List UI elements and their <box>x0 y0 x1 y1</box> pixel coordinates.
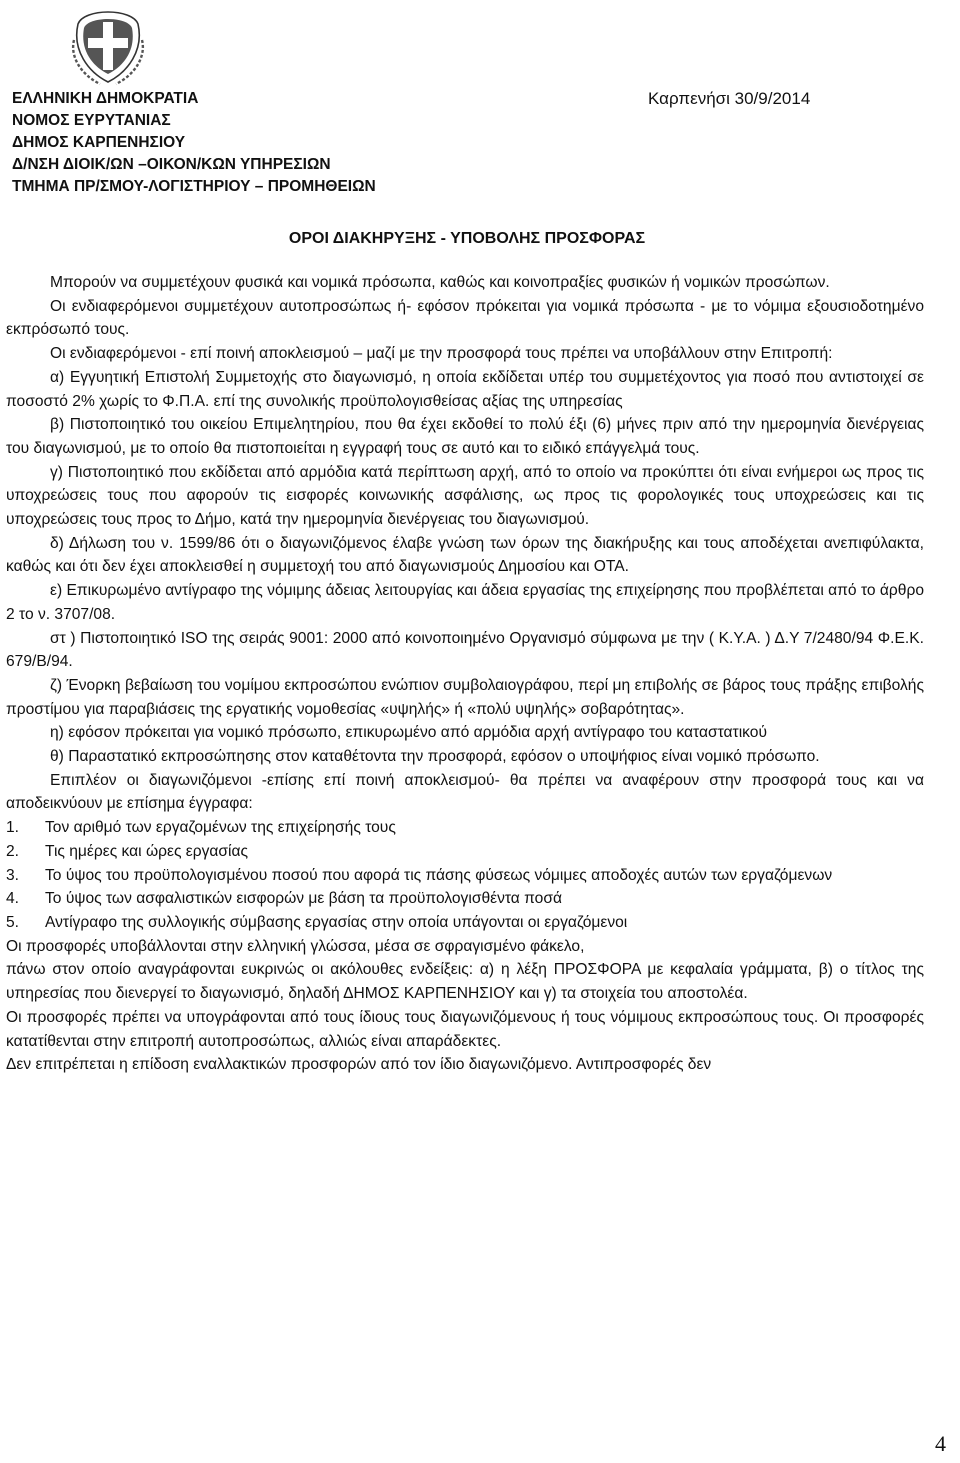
list-item <box>6 816 924 840</box>
list-number: 1. <box>6 819 20 837</box>
paragraph: Δεν επιτρέπεται η επίδοση εναλλακτικών προσφορών από τον ίδιο διαγωνιζόμενο. Αντιπροσφορές δεν <box>6 1056 712 1074</box>
list-number: 3. <box>6 866 20 884</box>
page-number: 4 <box>935 1431 946 1456</box>
document-title: ΟΡΟΙ ΔΙΑΚΗΡΥΞΗΣ - ΥΠΟΒΟΛΗΣ ΠΡΟΣΦΟΡΑΣ <box>288 230 646 247</box>
paragraph: Οι προσφορές υποβάλλονται στην ελληνική γλώσσα, μέσα σε σφραγισμένο φάκελο, <box>6 937 585 955</box>
document-date: Καρπενήσι 30/9/2014 <box>648 89 811 108</box>
greek-coat-of-arms-icon <box>70 0 146 86</box>
list-item <box>6 911 924 935</box>
paragraph: Επιπλέον οι διαγωνιζόμενοι -επίσης επί ποινή αποκλεισμού- θα πρέπει να αναφέρουν στην προσφορά τους και να αποδεικνύουν με επίσημα έγγραφα: <box>6 771 924 813</box>
requirement-item: γ) Πιστοποιητικό που εκδίδεται από αρμόδια κατά περίπτωση αρχή, από το οποίο να προκύπτει ότι είναι ενήμεροι ως προς τις υποχρεώσεις τους που αφορούν τις εισφορές κοινωνικής ασφάλισης, ως προς τις φορολογικές τους υποχρεώσεις και τις υποχρεώσεις τους προς το Δήμο, κατά την ημερομηνία διενέργειας του διαγωνισμού. <box>6 463 924 529</box>
requirement-item: β) Πιστοποιητικό του οικείου Επιμελητηρίου, που θα έχει εκδοθεί το πολύ έξι (6) μήνες πριν από την ημερομηνία διενέργειας του διαγωνισμού, με το οποίο θα πιστοποιείται η εγγραφή τους σε αυτό και το ειδικό επάγγελμά τους. <box>6 416 924 457</box>
list-text: Αντίγραφο της συλλογικής σύμβασης εργασίας στην οποία υπάγονται οι εργαζόμενοι <box>45 913 628 931</box>
header-line: ΤΜΗΜΑ ΠΡ/ΣΜΟΥ-ΛΟΓΙΣΤΗΡΙΟΥ – ΠΡΟΜΗΘΕΙΩΝ <box>12 178 376 195</box>
requirement-item: στ ) Πιστοποιητικό ISO της σειράς 9001: 2000 από κοινοποιημένο Οργανισμό σύμφωνα με την ( Κ.Υ.Α. ) Δ.Υ 7/2480/94 Φ.Ε.Κ. 679/Β/94. <box>6 629 924 671</box>
paragraph: Οι προσφορές πρέπει να υπογράφονται από τους ίδιους τους διαγωνιζόμενους ή τους νόμιμους εκπροσώπους τους. Οι προσφορές κατατίθενται στην επιτροπή αυτοπροσώπως, αλλιώς είναι απαράδεκτες. <box>6 1008 924 1050</box>
requirement-item: δ) Δήλωση του ν. 1599/86 ότι ο διαγωνιζόμενος έλαβε γνώση των όρων της διακήρυξης και τους αποδέχεται ανεπιφύλακτα, καθώς και ότι δεν έχει αποκλεισθεί η συμμετοχή του από διαγωνισμούς Δημοσίου και ΟΤΑ. <box>6 534 924 576</box>
list-item <box>6 887 924 911</box>
list-number: 4. <box>6 890 20 908</box>
list-text: Το ύψος του προϋπολογισμένου ποσού που αφορά τις πάσης φύσεως νόμιμες αποδοχές αυτών των εργαζόμενων <box>45 866 833 884</box>
list-number: 5. <box>6 913 20 931</box>
requirement-item: ζ) Ένορκη βεβαίωση του νομίμου εκπροσώπου ενώπιον συμβολαιογράφου, περί μη επιβολής σε βάρος τους πράξης επιβολής προστίμου για παραβιάσεις της εργατικής νομοθεσίας «υψηλής» ή «πολύ υψηλής» σοβαρότητας». <box>6 676 924 718</box>
list-item <box>6 840 924 864</box>
paragraph: πάνω στον οποίο αναγράφονται ευκρινώς οι ακόλουθες ενδείξεις: α) η λέξη ΠΡΟΣΦΟΡΑ με κεφαλαία γράμματα, β) ο τίτλος της υπηρεσίας που διενεργεί το διαγωνισμό, δηλαδή ΔΗΜΟΣ ΚΑΡΠΕΝΗΣΙΟΥ και γ) τα στοιχεία του αποστολέα. <box>6 961 924 1003</box>
requirement-item: η) εφόσον πρόκειται για νομικό πρόσωπο, επικυρωμένο από αρμόδια αρχή αντίγραφο του καταστατικού <box>50 724 767 742</box>
header-line: ΕΛΛΗΝΙΚΗ ΔΗΜΟΚΡΑΤΙΑ <box>12 90 199 107</box>
requirement-item: α) Εγγυητική Επιστολή Συμμετοχής στο διαγωνισμό, η οποία εκδίδεται υπέρ του συμμετέχοντος για ποσό που αντιστοιχεί σε ποσοστό 2% χωρίς το Φ.Π.Α. επί της συνολικής προϋπολογισθείσας αξίας της υπηρεσίας <box>6 368 924 410</box>
paragraph: Οι ενδιαφερόμενοι - επί ποινή αποκλεισμού – μαζί με την προσφορά τους πρέπει να υποβάλλουν στην Επιτροπή: <box>50 345 833 363</box>
issuer-header <box>12 88 376 198</box>
list-text: Το ύψος των ασφαλιστικών εισφορών με βάση τα προϋπολογισθέντα ποσά <box>45 890 562 908</box>
paragraph: Μπορούν να συμμετέχουν φυσικά και νομικά πρόσωπα, καθώς και κοινοπραξίες φυσικών ή νομικών προσώπων. <box>50 274 830 291</box>
document-body <box>6 271 924 1077</box>
list-text: Τον αριθμό των εργαζομένων της επιχείρησής τους <box>45 819 396 837</box>
list-item <box>6 864 924 888</box>
list-number: 2. <box>6 842 20 860</box>
header-line: ΝΟΜΟΣ ΕΥΡΥΤΑΝΙΑΣ <box>12 112 171 129</box>
requirement-item: θ) Παραστατικό εκπροσώπησης στον καταθέτοντα την προσφορά, εφόσον ο υποψήφιος είναι νομικό πρόσωπο. <box>50 748 820 766</box>
header-line: Δ/ΝΣΗ ΔΙΟΙΚ/ΩΝ –ΟΙΚΟΝ/ΚΩΝ ΥΠΗΡΕΣΙΩΝ <box>12 156 331 173</box>
requirement-item: ε) Επικυρωμένο αντίγραφο της νόμιμης άδειας λειτουργίας και άδεια εργασίας της επιχείρησης που προβλέπεται από το άρθρο 2 το ν. 3707/08. <box>6 582 924 623</box>
paragraph: Οι ενδιαφερόμενοι συμμετέχουν αυτοπροσώπως ή- εφόσον πρόκειται για νομικά πρόσωπα - με το νόμιμα εξουσιοδοτημένο εκπρόσωπό τους. <box>6 297 924 339</box>
header-line: ΔΗΜΟΣ ΚΑΡΠΕΝΗΣΙΟΥ <box>12 134 186 151</box>
list-text: Τις ημέρες και ώρες εργασίας <box>45 842 249 860</box>
